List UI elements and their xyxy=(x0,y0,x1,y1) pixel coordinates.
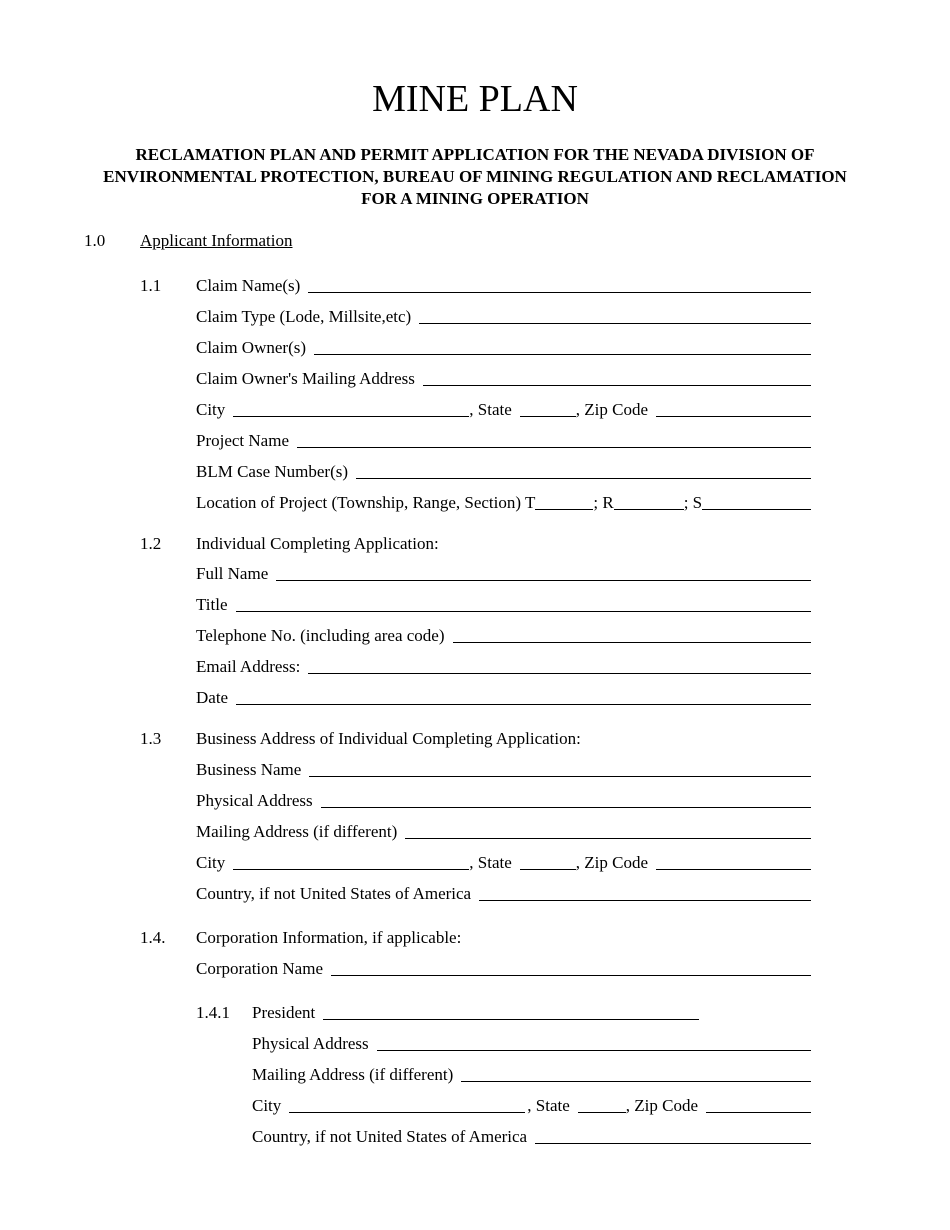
business-name-row xyxy=(196,759,811,781)
business-city-field[interactable] xyxy=(233,869,469,870)
project-name-field[interactable] xyxy=(297,447,811,448)
owner-mailing-field[interactable] xyxy=(423,385,811,386)
city-field[interactable] xyxy=(233,416,469,417)
date-field[interactable] xyxy=(236,704,811,705)
business-city-label: City xyxy=(196,853,226,872)
president-city-field[interactable] xyxy=(289,1112,525,1113)
president-mailing-field[interactable] xyxy=(461,1081,811,1082)
business-state-label: , State xyxy=(469,853,512,872)
owner-mailing-label: Claim Owner's Mailing Address xyxy=(196,369,415,388)
item-number-1-4: 1.4. xyxy=(140,928,166,947)
president-zip-field[interactable] xyxy=(706,1112,811,1113)
business-physical-row xyxy=(196,790,811,812)
president-field[interactable] xyxy=(323,1019,699,1020)
title-label: Title xyxy=(196,595,228,614)
president-physical-field[interactable] xyxy=(377,1050,811,1051)
state-label: , State xyxy=(469,400,512,419)
claim-type-field[interactable] xyxy=(419,323,811,324)
section-label: ; S xyxy=(683,493,703,512)
title-field[interactable] xyxy=(236,611,811,612)
president-country-field[interactable] xyxy=(535,1143,811,1144)
claim-name-label: Claim Name(s) xyxy=(196,276,301,295)
business-city-row xyxy=(196,852,811,874)
business-physical-label: Physical Address xyxy=(196,791,313,810)
blm-case-row xyxy=(196,461,811,483)
zip-label: , Zip Code xyxy=(575,400,649,419)
president-state-field[interactable] xyxy=(578,1112,626,1113)
title-row xyxy=(196,594,811,616)
telephone-row xyxy=(196,625,811,647)
president-country-row xyxy=(252,1126,811,1148)
location-label: Location of Project (Township, Range, Section) T xyxy=(196,493,536,512)
full-name-field[interactable] xyxy=(276,580,811,581)
item-number-1-1: 1.1 xyxy=(140,276,162,295)
president-physical-label: Physical Address xyxy=(252,1034,369,1053)
item-number-1-2: 1.2 xyxy=(140,534,162,553)
claim-type-row xyxy=(196,306,811,328)
president-row xyxy=(252,1002,699,1024)
claim-type-label: Claim Type (Lode, Millsite,etc) xyxy=(196,307,412,326)
state-field[interactable] xyxy=(520,416,576,417)
zip-field[interactable] xyxy=(656,416,811,417)
item-number-1-3: 1.3 xyxy=(140,729,162,748)
township-field[interactable] xyxy=(535,509,593,510)
president-country-label: Country, if not United States of America xyxy=(252,1127,528,1146)
full-name-row xyxy=(196,563,811,585)
city-label: City xyxy=(196,400,226,419)
email-row xyxy=(196,656,811,678)
section-title: Applicant Information xyxy=(140,231,293,250)
business-country-label: Country, if not United States of America xyxy=(196,884,472,903)
business-physical-field[interactable] xyxy=(321,807,811,808)
claim-owner-row xyxy=(196,337,811,359)
corporation-heading: Corporation Information, if applicable: xyxy=(196,928,462,947)
blm-case-label: BLM Case Number(s) xyxy=(196,462,349,481)
business-state-field[interactable] xyxy=(520,869,576,870)
blm-case-field[interactable] xyxy=(356,478,811,479)
president-mailing-row xyxy=(252,1064,811,1086)
business-mailing-row xyxy=(196,821,811,843)
date-label: Date xyxy=(196,688,229,707)
business-country-row xyxy=(196,883,811,905)
section-field[interactable] xyxy=(702,509,811,510)
individual-heading: Individual Completing Application: xyxy=(196,534,439,553)
range-label: ; R xyxy=(593,493,614,512)
project-name-row xyxy=(196,430,811,452)
corporation-name-field[interactable] xyxy=(331,975,811,976)
claim-owner-label: Claim Owner(s) xyxy=(196,338,307,357)
range-field[interactable] xyxy=(614,509,684,510)
page-subtitle: RECLAMATION PLAN AND PERMIT APPLICATION FOR THE NEVADA DIVISION OF ENVIRONMENTAL PROTECTION, BUREAU OF MINING REGULATION AND RECLAMATION FOR A MINING OPERATION xyxy=(103,145,847,208)
business-zip-field[interactable] xyxy=(656,869,811,870)
president-city-label: City xyxy=(252,1096,282,1115)
section-number: 1.0 xyxy=(84,231,106,250)
claim-name-row xyxy=(196,275,811,297)
email-label: Email Address: xyxy=(196,657,301,676)
claim-owner-field[interactable] xyxy=(314,354,811,355)
telephone-label: Telephone No. (including area code) xyxy=(196,626,445,645)
email-field[interactable] xyxy=(308,673,811,674)
president-zip-label: , Zip Code xyxy=(625,1096,699,1115)
project-name-label: Project Name xyxy=(196,431,289,450)
president-state-label: , State xyxy=(527,1096,570,1115)
business-name-label: Business Name xyxy=(196,760,302,779)
location-row xyxy=(196,492,811,514)
telephone-field[interactable] xyxy=(453,642,811,643)
city-state-zip-row xyxy=(196,399,811,421)
president-physical-row xyxy=(252,1033,811,1055)
business-name-field[interactable] xyxy=(309,776,811,777)
claim-name-field[interactable] xyxy=(308,292,811,293)
president-label: President xyxy=(252,1003,316,1022)
business-mailing-field[interactable] xyxy=(405,838,811,839)
business-country-field[interactable] xyxy=(479,900,811,901)
owner-mailing-row xyxy=(196,368,811,390)
business-zip-label: , Zip Code xyxy=(575,853,649,872)
president-city-row xyxy=(252,1095,811,1117)
president-mailing-label: Mailing Address (if different) xyxy=(252,1065,454,1084)
business-mailing-label: Mailing Address (if different) xyxy=(196,822,398,841)
page-title: MINE PLAN xyxy=(372,78,578,120)
full-name-label: Full Name xyxy=(196,564,269,583)
corporation-name-label: Corporation Name xyxy=(196,959,323,978)
business-heading: Business Address of Individual Completing Application: xyxy=(196,729,581,748)
corporation-name-row xyxy=(196,958,811,980)
item-number-1-4-1: 1.4.1 xyxy=(196,1003,230,1022)
date-row xyxy=(196,687,811,709)
